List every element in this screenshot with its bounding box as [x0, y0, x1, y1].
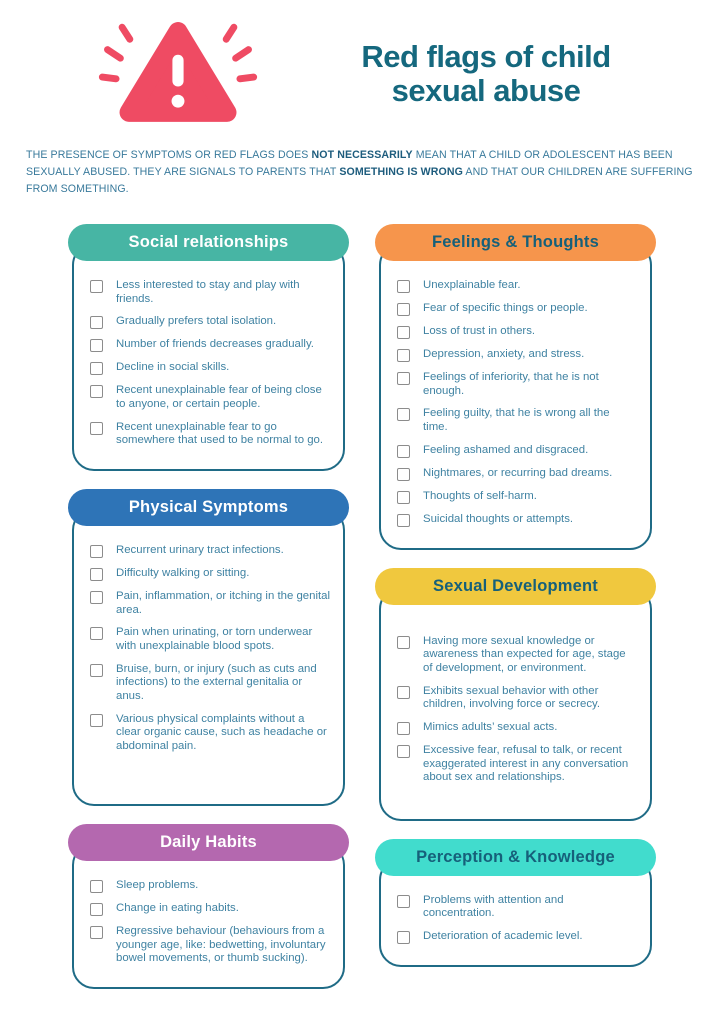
checkbox[interactable] [90, 903, 103, 916]
section-header [375, 568, 656, 605]
checklist-item [397, 513, 637, 527]
section-header [375, 224, 656, 261]
page-header [0, 0, 724, 129]
checklist-item-label: Recent unexplainable fear to go somewhere that used to be normal to go. [116, 420, 324, 447]
checklist-item-label: Sleep problems. [116, 878, 199, 891]
checkbox[interactable] [90, 316, 103, 329]
section-header [68, 824, 349, 861]
checklist-item [397, 721, 637, 735]
checkbox[interactable] [397, 895, 410, 908]
checkbox[interactable] [397, 722, 410, 735]
checklist-item-label: Feeling guilty, that he is wrong all the time. [423, 407, 610, 433]
checklist-item-label: Recurrent urinary tract infections. [116, 543, 284, 556]
right-column [379, 224, 652, 985]
checkbox[interactable] [397, 280, 410, 293]
checklist-item [397, 279, 637, 293]
section-card-feelings [379, 224, 652, 550]
checklist-item [397, 685, 637, 712]
checklist-item-label: Decline in social skills. [116, 361, 230, 374]
checklist-item-label: Exhibits sexual behavior with other children, involving force or secrecy. [423, 684, 601, 711]
checklist-item-label: Feeling ashamed and disgraced. [423, 443, 589, 456]
checkbox[interactable] [397, 636, 410, 649]
checklist-item-label: Number of friends decreases gradually. [116, 338, 314, 351]
intro-text [26, 147, 698, 198]
checkbox[interactable] [90, 714, 103, 727]
section-card-social [72, 224, 345, 471]
checklist [397, 279, 637, 527]
checklist-item [90, 279, 330, 306]
section-card-daily [72, 824, 345, 989]
checklist-item-label: Less interested to stay and play with friends. [116, 278, 300, 305]
section-title: Feelings & Thoughts [432, 232, 599, 251]
checklist-item [397, 744, 637, 785]
checkbox[interactable] [397, 303, 410, 316]
checklist-item-label: Various physical complaints without a clear organic cause, such as headache or abdominal pain. [116, 712, 327, 753]
checkbox[interactable] [90, 385, 103, 398]
section-card-perception [379, 839, 652, 967]
checklist-item [397, 467, 637, 481]
checkbox[interactable] [90, 280, 103, 293]
checklist-item-label: Nightmares, or recurring bad dreams. [423, 466, 613, 479]
checkbox[interactable] [397, 491, 410, 504]
checklist-item [90, 567, 330, 581]
section-body [72, 508, 345, 806]
checklist-item [397, 490, 637, 504]
checklist-item [90, 879, 330, 893]
section-header [375, 839, 656, 876]
checklist-item-label: Deterioration of academic level. [423, 929, 583, 942]
checklist-item-label: Fear of specific things or people. [423, 301, 588, 314]
checkbox[interactable] [90, 422, 103, 435]
checklist-item [90, 663, 330, 704]
checklist-item [397, 444, 637, 458]
checklist [397, 635, 637, 786]
warning-icon [92, 8, 264, 129]
checklist-item [90, 925, 330, 966]
checklist-item [397, 635, 637, 676]
checklist [90, 544, 330, 754]
section-body [72, 243, 345, 471]
checklist-item [90, 384, 330, 411]
checklist-item [397, 371, 637, 398]
intro-bold-segment: NOT NECESSARILY [311, 149, 413, 161]
checkbox[interactable] [397, 745, 410, 758]
checkbox[interactable] [90, 339, 103, 352]
intro-bold-segment: SOMETHING IS WRONG [339, 165, 463, 178]
checkbox[interactable] [90, 664, 103, 677]
checklist-item-label: Pain when urinating, or torn underwear with unexplainable blood spots. [116, 626, 313, 652]
checklist-item-label: Bruise, burn, or injury (such as cuts and infections) to the external genitalia or anus. [116, 662, 317, 703]
page-title [264, 40, 724, 108]
section-title: Social relationships [128, 232, 289, 251]
checklist-item [397, 930, 637, 944]
checklist-item [90, 902, 330, 916]
checklist-item-label: Excessive fear, refusal to talk, or recent exaggerated interest in any conversation about sex and relationships. [423, 744, 629, 784]
checklist-item [90, 421, 330, 448]
checkbox[interactable] [90, 627, 103, 640]
checklist-item-label: Regressive behaviour (behaviours from a younger age, like: bedwetting, involuntary bowel movements, or thumb sucking). [116, 924, 326, 965]
section-body [72, 843, 345, 989]
section-body [379, 587, 652, 821]
checkbox[interactable] [90, 545, 103, 558]
checklist-item-label: Feelings of inferiority, that he is not enough. [423, 370, 599, 397]
checkbox[interactable] [397, 326, 410, 339]
checkbox[interactable] [90, 362, 103, 375]
checklist-item-label: Loss of trust in others. [423, 324, 536, 337]
checklist-item-label: Depression, anxiety, and stress. [423, 347, 585, 360]
checklist-item-label: Problems with attention and concentration. [423, 893, 564, 920]
checklist-item [397, 302, 637, 316]
checklist-item-label: Pain, inflammation, or itching in the genital area. [116, 589, 331, 616]
checklist-item [90, 361, 330, 375]
section-card-physical [72, 489, 345, 806]
left-column [72, 224, 345, 1007]
checklist-item [90, 590, 330, 617]
checklist [397, 894, 637, 944]
checklist-item [90, 544, 330, 558]
checkbox[interactable] [397, 931, 410, 944]
checklist-item-label: Mimics adults’ sexual acts. [423, 721, 558, 733]
checklist-item [397, 407, 637, 434]
section-title: Perception & Knowledge [416, 847, 615, 866]
intro-segment: THE PRESENCE OF SYMPTOMS OR RED FLAGS DOES [26, 149, 312, 161]
checkbox[interactable] [397, 408, 410, 421]
checkbox[interactable] [397, 686, 410, 699]
checkbox[interactable] [90, 926, 103, 939]
checklist-item [397, 894, 637, 921]
checklist-item-label: Unexplainable fear. [423, 278, 521, 291]
checklist-item [397, 348, 637, 362]
checklist-item-label: Having more sexual knowledge or awareness than expected for age, stage of development, or environment. [423, 634, 626, 674]
section-header [68, 224, 349, 261]
checklist [90, 279, 330, 448]
page-title-line2: sexual abuse [391, 73, 581, 109]
checklist-item [90, 713, 330, 754]
checkbox[interactable] [90, 591, 103, 604]
checkbox[interactable] [397, 514, 410, 527]
checklist-item-label: Gradually prefers total isolation. [116, 315, 277, 328]
checklist-item [90, 315, 330, 329]
checklist-item-label: Recent unexplainable fear of being close to anyone, or certain people. [116, 384, 322, 410]
checkbox[interactable] [397, 445, 410, 458]
checklist-item [90, 626, 330, 653]
section-body [379, 243, 652, 550]
checklist-item-label: Thoughts of self-harm. [423, 489, 537, 502]
section-title: Sexual Development [433, 576, 598, 595]
section-title: Physical Symptoms [128, 497, 289, 516]
section-card-sexual [379, 568, 652, 821]
checklist-item-label: Difficulty walking or sitting. [116, 566, 250, 579]
checkbox[interactable] [90, 880, 103, 893]
checklist-item [90, 338, 330, 352]
checklist-item-label: Suicidal thoughts or attempts. [423, 512, 574, 525]
checklist-item-label: Change in eating habits. [116, 901, 239, 914]
section-title: Daily Habits [160, 832, 257, 851]
intro-segment: AND THAT OUR CHILDREN ARE SUFFERING FROM SOMETHING. [26, 165, 693, 195]
checklist-item [397, 325, 637, 339]
checklist [90, 879, 330, 966]
card-columns [0, 224, 724, 1007]
checkbox[interactable] [90, 568, 103, 581]
checkbox[interactable] [397, 372, 410, 385]
checkbox[interactable] [397, 468, 410, 481]
page-title-line1: Red flags of child [361, 39, 611, 74]
intro-segment: MEAN THAT A CHILD OR ADOLESCENT HAS BEEN SEXUALLY ABUSED. THEY ARE SIGNALS TO PARENTS THAT [26, 149, 673, 178]
checkbox[interactable] [397, 349, 410, 362]
section-header [68, 489, 349, 526]
